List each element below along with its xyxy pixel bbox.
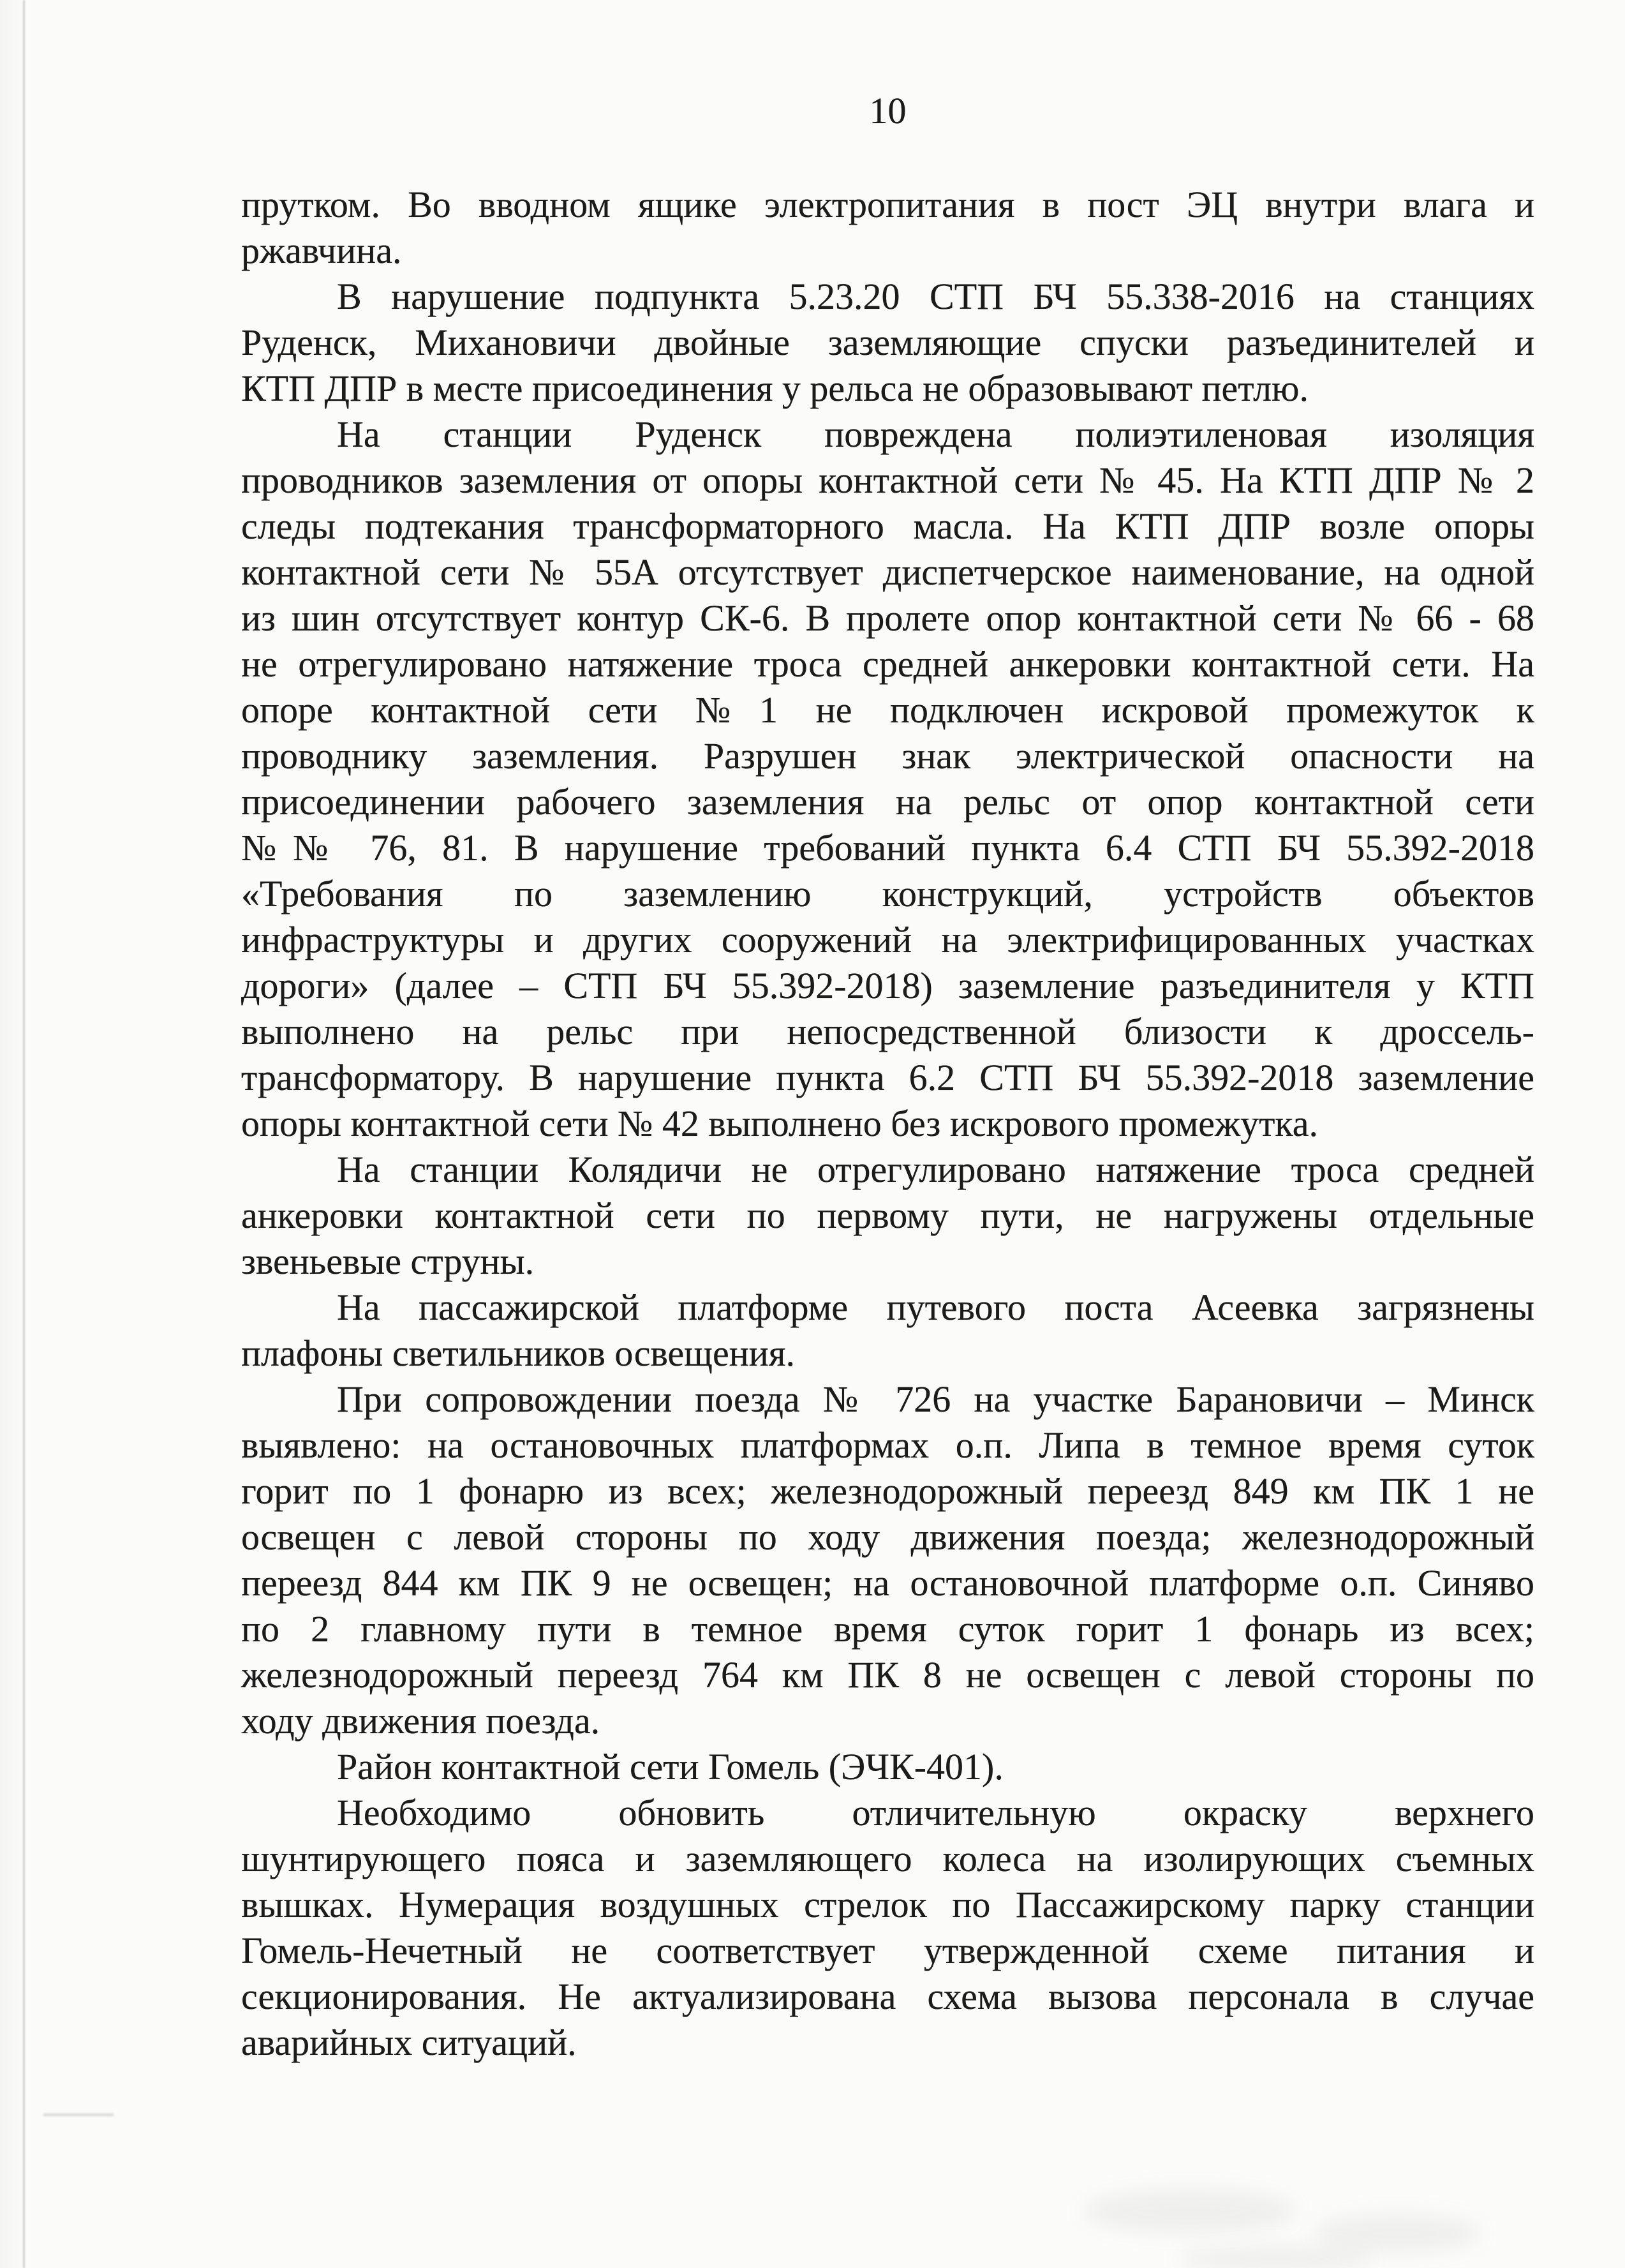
text-line: трансформатору. В нарушение пункта 6.2 СТП БЧ 55.392-2018 заземление <box>241 1057 1534 1098</box>
text-line: анкеровки контактной сети по первому пути, не нагружены отдельные <box>241 1195 1534 1236</box>
text-line: прутком. Во вводном ящике электропитания в пост ЭЦ внутри влага и <box>241 184 1534 225</box>
paragraph <box>241 1285 1534 1376</box>
text-line: не отрегулировано натяжение троса средней анкеровки контактной сети. На <box>241 643 1534 685</box>
text-line: присоединении рабочего заземления на рельс от опор контактной сети <box>241 781 1534 823</box>
text-line: из шин отсутствует контур СК-6. В пролете опор контактной сети № 66 - 68 <box>241 597 1534 639</box>
scan-artifact-smudge <box>1085 2189 1295 2234</box>
text-line: На станции Руденск повреждена полиэтиленовая изоляция <box>337 414 1534 455</box>
text-line: по 2 главному пути в темное время суток горит 1 фонарь из всех; <box>241 1608 1534 1650</box>
scan-artifact-streak <box>43 2114 114 2116</box>
text-line: №№ 76, 81. В нарушение требований пункта 6.4 СТП БЧ 55.392-2018 <box>241 827 1534 869</box>
text-line: звеньевые струны. <box>241 1241 535 1282</box>
text-line: контактной сети № 55А отсутствует диспетчерское наименование, на одной <box>241 551 1534 593</box>
text-line: ржавчина. <box>241 230 402 271</box>
text-line: аварийных ситуаций. <box>241 2022 577 2063</box>
text-line: На пассажирской платформе путевого поста Асеевка загрязнены <box>337 1287 1534 1328</box>
text-line: плафоны светильников освещения. <box>241 1332 795 1374</box>
paragraph <box>241 1376 1534 1744</box>
text-line: горит по 1 фонарю из всех; железнодорожный переезд 849 км ПК 1 не <box>241 1470 1534 1512</box>
document-body <box>241 182 1534 2066</box>
paragraph <box>241 1790 1534 2066</box>
paragraph <box>241 412 1534 1147</box>
text-line: вышках. Нумерация воздушных стрелок по Пассажирскому парку станции <box>241 1884 1534 1925</box>
paragraph <box>241 1744 1534 1790</box>
text-line: проводнику заземления. Разрушен знак электрической опасности на <box>241 735 1534 777</box>
text-line: Гомель-Нечетный не соответствует утвержденной схеме питания и <box>241 1930 1534 1971</box>
text-line: Руденск, Михановичи двойные заземляющие спуски разъединителей и <box>241 322 1534 363</box>
scan-edge-shading <box>0 0 22 2268</box>
text-line: секционирования. Не актуализирована схема вызова персонала в случае <box>241 1976 1534 2017</box>
text-line: Район контактной сети Гомель (ЭЧК-401). <box>337 1746 1004 1787</box>
text-line: опоры контактной сети № 42 выполнено без искрового промежутка. <box>241 1103 1318 1144</box>
text-line: выполнено на рельс при непосредственной близости к дроссель- <box>241 1011 1534 1052</box>
text-line: шунтирующего пояса и заземляющего колеса на изолирующих съемных <box>241 1838 1534 1879</box>
text-line: В нарушение подпункта 5.23.20 СТП БЧ 55.338-2016 на станциях <box>337 276 1534 317</box>
scan-edge-line <box>23 0 25 2268</box>
text-line: ходу движения поезда. <box>241 1700 600 1742</box>
text-line: Необходимо обновить отличительную окраску верхнего <box>337 1792 1534 1833</box>
text-line: освещен с левой стороны по ходу движения поезда; железнодорожный <box>241 1516 1534 1558</box>
paragraph <box>241 1147 1534 1285</box>
text-line: При сопровождении поезда № 726 на участке Барановичи – Минск <box>337 1378 1534 1420</box>
text-line: инфраструктуры и других сооружений на электрифицированных участках <box>241 919 1534 960</box>
text-line: следы подтекания трансформаторного масла. На КТП ДПР возле опоры <box>241 505 1534 547</box>
text-line: КТП ДПР в месте присоединения у рельса не образовывают петлю. <box>241 368 1309 409</box>
page-number: 10 <box>869 90 907 131</box>
text-line: дороги» (далее – СТП БЧ 55.392-2018) заземление разъединителя у КТП <box>241 965 1534 1006</box>
paragraph <box>241 274 1534 412</box>
scan-artifact-smudge <box>1180 2246 1372 2268</box>
text-line: На станции Колядичи не отрегулировано натяжение троса средней <box>337 1149 1534 1190</box>
text-line: переезд 844 км ПК 9 не освещен; на остановочной платформе о.п. Синяво <box>241 1562 1534 1604</box>
text-line: «Требования по заземлению конструкций, устройств объектов <box>241 873 1534 914</box>
text-line: выявлено: на остановочных платформах о.п. Липа в темное время суток <box>241 1424 1534 1466</box>
text-line: опоре контактной сети №1 не подключен искровой промежуток к <box>241 689 1534 731</box>
scan-artifact-smudge <box>1314 2214 1480 2253</box>
paragraph <box>241 182 1534 274</box>
text-line: железнодорожный переезд 764 км ПК 8 не освещен с левой стороны по <box>241 1654 1534 1696</box>
text-line: проводников заземления от опоры контактной сети № 45. На КТП ДПР № 2 <box>241 459 1534 501</box>
